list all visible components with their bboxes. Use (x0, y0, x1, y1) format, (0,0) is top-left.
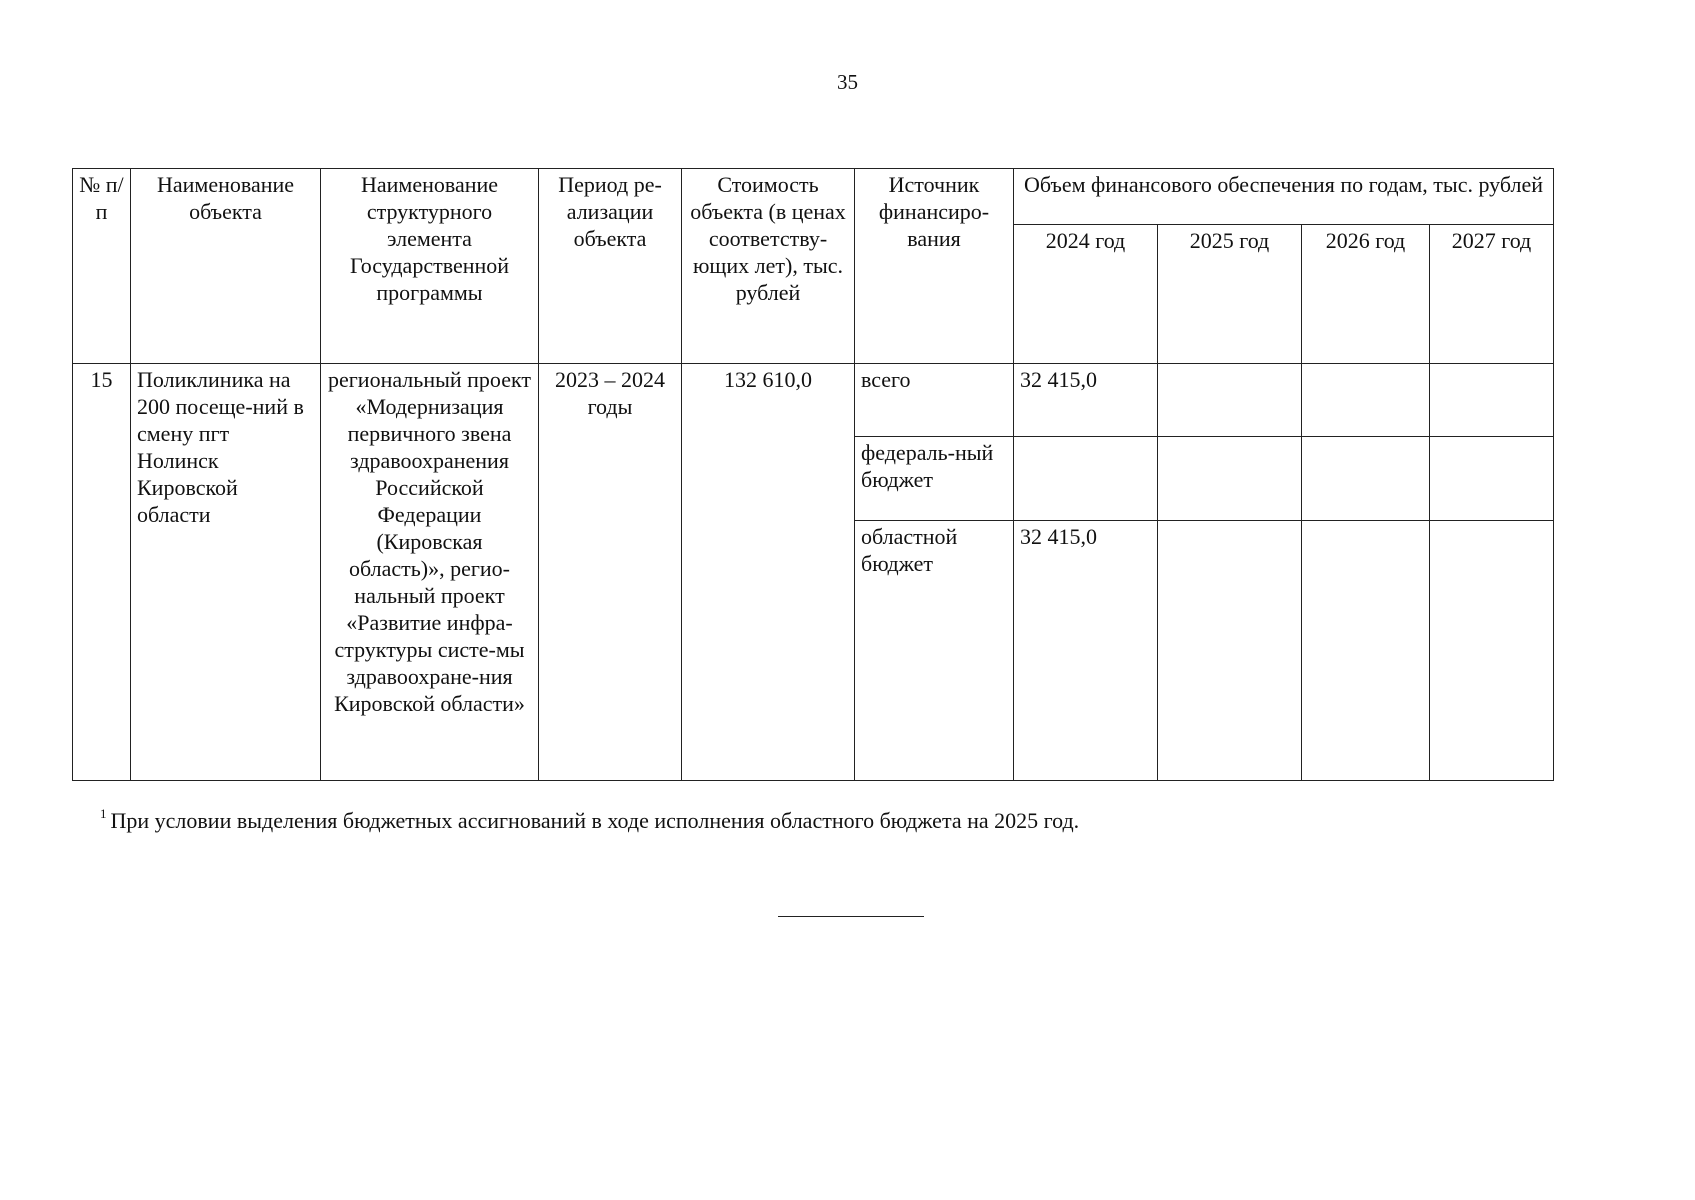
row-structural-element: региональный проект «Модернизация первичного звена здравоохранения Российской Федерации (Кировская область)», регио-нальный проект «Развитие инфра-структуры систе-мы здравоохране-ния Кировской области» (321, 364, 539, 781)
row-cost: 132 610,0 (682, 364, 855, 781)
value-federal-2024 (1014, 437, 1158, 521)
header-object-name: Наименование объекта (131, 169, 321, 364)
header-year-2025: 2025 год (1158, 225, 1302, 364)
header-year-2026: 2026 год (1302, 225, 1430, 364)
source-regional: областной бюджет (855, 521, 1014, 781)
header-volume: Объем финансового обеспечения по годам, тыс. рублей (1014, 169, 1554, 225)
header-cost: Стоимость объекта (в ценах соответству-ющих лет), тыс. рублей (682, 169, 855, 364)
header-year-2024: 2024 год (1014, 225, 1158, 364)
closing-rule (778, 916, 924, 917)
source-federal: федераль-ный бюджет (855, 437, 1014, 521)
header-period: Период ре-ализации объекта (539, 169, 682, 364)
footnote-text: При условии выделения бюджетных ассигнований в ходе исполнения областного бюджета на 2025 год. (110, 808, 1080, 833)
value-total-2025 (1158, 364, 1302, 437)
footnote-marker: 1 (100, 806, 107, 821)
value-federal-2025 (1158, 437, 1302, 521)
value-regional-2026 (1302, 521, 1430, 781)
source-total: всего (855, 364, 1014, 437)
footnote (100, 808, 1079, 834)
value-total-2027 (1430, 364, 1554, 437)
page-number: 35 (837, 70, 858, 94)
value-total-2024: 32 415,0 (1014, 364, 1158, 437)
value-regional-2024: 32 415,0 (1014, 521, 1158, 781)
value-regional-2025 (1158, 521, 1302, 781)
financing-table (72, 168, 1554, 781)
header-num: № п/п (73, 169, 131, 364)
value-federal-2026 (1302, 437, 1430, 521)
header-year-2027: 2027 год (1430, 225, 1554, 364)
row-object-name: Поликлиника на 200 посеще-ний в смену пгт Нолинск Кировской области (131, 364, 321, 781)
header-source: Источник финансиро-вания (855, 169, 1014, 364)
header-structural-element: Наименование структурного элемента Государственной программы (321, 169, 539, 364)
row-period: 2023 – 2024 годы (539, 364, 682, 781)
value-total-2026 (1302, 364, 1430, 437)
value-regional-2027 (1430, 521, 1554, 781)
value-federal-2027 (1430, 437, 1554, 521)
table-row (73, 364, 1554, 437)
row-num: 15 (73, 364, 131, 781)
